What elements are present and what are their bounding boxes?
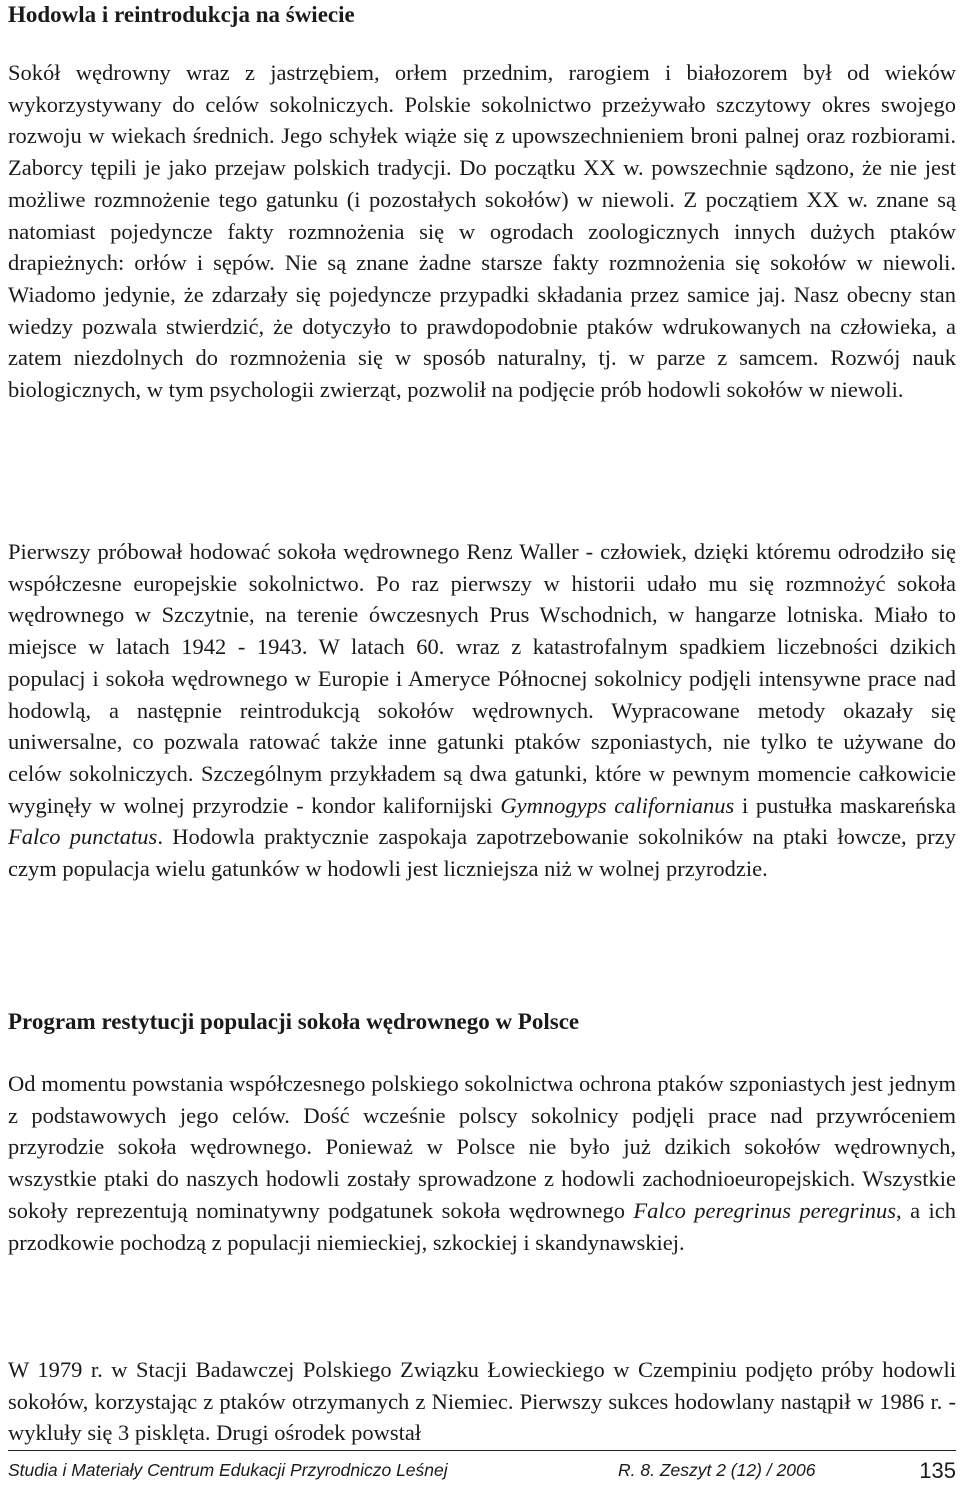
species-name: Gymnogyps californianus (500, 792, 735, 818)
paragraph-text: Pierwszy próbował hodować sokoła wędrownego Renz Waller - człowiek, dzięki któremu odrodziło się współczesne europejskie sokolnictwo. Po raz pierwszy w historii udało mu się rozmnożyć sokoła wędrownego w Szczytnie, na terenie ówczesnych Prus Wschodnich, w hangarze lotniska. Miało to miejsce w latach 1942 - 1943. W latach 60. wraz z katastrofalnym spadkiem liczebności dzikich populacj i sokoła wędrownego w Europie i Ameryce Północnej sokolnicy podjęli intensywne prace nad hodowlą, a następnie reintrodukcją sokołów wędrownych. Wypracowane metody okazały się uniwersalne, co pozwala ratować także inne gatunki ptaków szponiastych, nie tylko te używane do celów sokolniczych. Szczególnym przykładem są dwa gatunki, które w pewnym momencie całkowicie wyginęły w wolnej przyrodzie - kondor kalifornijski (8, 539, 956, 818)
issue-info: R. 8. Zeszyt 2 (12) / 2006 (618, 1460, 816, 1480)
paragraph-first-breeding (8, 536, 956, 885)
section-heading-restitution-program: Program restytucji populacji sokoła wędrownego w Polsce (8, 1009, 580, 1034)
paragraph-text: , a ich przodkowie pochodzą z populacji niemieckiej, szkockiej i skandynawskiej. (8, 1197, 956, 1255)
journal-title: Studia i Materiały Centrum Edukacji Przyrodniczo Leśnej (8, 1460, 448, 1480)
paragraph-czempin-station: W 1979 r. w Stacji Badawczej Polskiego Związku Łowieckiego w Czempiniu podjęto próby hodowli sokołów, korzystając z ptaków otrzymanych z Niemiec. Pierwszy sukces hodowlany nastąpił w 1986 r. - wykluły się 3 pisklęta. Drugi ośrodek powstał (8, 1357, 956, 1446)
species-name: Falco punctatus (8, 824, 158, 850)
paragraph-text: i pustułka maskareńska (741, 792, 957, 818)
page-footer (8, 1458, 956, 1484)
paragraph-program-intro (8, 1068, 956, 1258)
paragraph-history: Sokół wędrowny wraz z jastrzębiem, orłem przednim, rarogiem i białozorem był od wieków wykorzystywany do celów sokolniczych. Polskie sokolnictwo przeżywało szczytowy okres swojego rozwoju w wiekach średnich. Jego schyłek wiąże się z upowszechnieniem broni palnej oraz rozbiorami. Zaborcy tępili je jako przejaw polskich tradycji. Do początku XX w. powszechnie sądzono, że nie jest możliwe rozmnożenie tego gatunku (i pozostałych sokołów) w niewoli. Z początiem XX w. znane są natomiast pojedyncze fakty rozmnożenia się w ogrodach zoologicznych innych dużych ptaków drapieżnych: orłów i sępów. Nie są znane żadne starsze fakty rozmnożenia się sokołów w niewoli. Wiadomo jedynie, że zdarzały się pojedyncze przypadki składania przez samice jaj. Nasz obecny stan wiedzy pozwala stwierdzić, że dotyczyło to prawdopodobnie ptaków wdrukowanych na człowieka, a zatem niezdolnych do rozmnożenia się w sposób naturalny, tj. w parze z samcem. Rozwój nauk biologicznych, w tym psychologii zwierząt, pozwolił na podjęcie prób hodowli sokołów w niewoli. (8, 60, 956, 403)
paragraph-text: . Hodowla praktycznie zaspokaja zapotrzebowanie sokolników na ptaki łowcze, przy czym populacja wielu gatunków w hodowli jest liczniejsza niż w wolnej przyrodzie. (8, 824, 956, 882)
footer-divider (8, 1450, 956, 1451)
section-heading-breeding-worldwide: Hodowla i reintrodukcja na świecie (8, 2, 355, 27)
species-name: Falco peregrinus peregrinus (633, 1197, 897, 1223)
document-page (8, 0, 956, 1489)
paragraph-text: Od momentu powstania współczesnego polskiego sokolnictwa ochrona ptaków szponiastych jest jednym z podstawowych jego celów. Dość wcześnie polscy sokolnicy podjęli prace nad przywróceniem przyrodzie sokoła wędrownego. Ponieważ w Polsce nie było już dzikich sokołów wędrownych, wszystkie ptaki do naszych hodowli zostały sprowadzone z hodowli zachodnioeuropejskich. Wszystkie sokoły reprezentują nominatywny podgatunek sokoła wędrownego (8, 1071, 956, 1223)
page-number: 135 (919, 1458, 956, 1483)
